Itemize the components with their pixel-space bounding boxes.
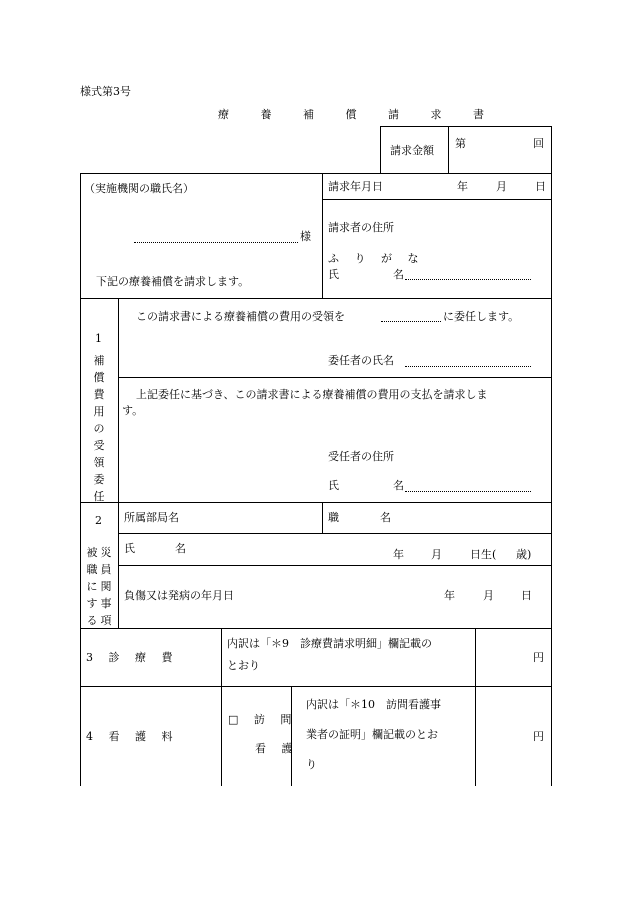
position-label2: 名: [380, 511, 391, 524]
section2-heading-col2: 災員関事項: [100, 546, 112, 627]
section4-detail-line1: 内訳は「＊10 訪問看護事: [306, 698, 441, 711]
injury-day: 日: [521, 589, 532, 602]
section3-detail-line2: とおり: [227, 659, 260, 672]
claimant-name-line: [405, 279, 531, 280]
amount-label: 請求金額: [390, 144, 434, 157]
birth-age: 歳): [516, 548, 532, 561]
rule: [322, 199, 551, 200]
birth-month: 月: [431, 548, 442, 561]
claim-date-year: 年: [457, 180, 468, 193]
claimant-name-label2: 名: [393, 268, 404, 281]
recipient-name-label: 氏: [328, 479, 339, 492]
section1-heading: 補償費用の受領委任: [93, 354, 105, 503]
request-text-line1: 上記委任に基づき、この請求書による療養補償の費用の支払を請求しま: [136, 388, 488, 401]
section2-heading-col1: 被職にする: [86, 546, 98, 627]
rule: [118, 377, 551, 378]
employee-name-label: 氏: [124, 542, 135, 555]
home-nursing-checkbox[interactable]: □ 訪 問: [228, 713, 298, 726]
request-text: 下記の療養補償を請求します。: [96, 275, 250, 288]
section2-number: 2: [95, 514, 102, 527]
claim-date-label: 請求年月日: [328, 180, 383, 193]
claim-date-day: 日: [535, 180, 546, 193]
nth-prefix: 第: [455, 137, 466, 150]
rule: [291, 686, 292, 786]
rule: [80, 686, 551, 687]
section4-detail-line2: 業者の証明」欄記載のとお: [306, 728, 438, 741]
rule: [80, 628, 551, 629]
addressee-name-line: [134, 242, 298, 243]
section3-unit: 円: [533, 651, 544, 664]
rule: [80, 173, 81, 786]
claimant-name-label: 氏: [328, 268, 339, 281]
birth-day: 日生(: [470, 548, 497, 561]
rule: [80, 173, 551, 174]
claimant-address-label: 請求者の住所: [328, 221, 394, 234]
nth-suffix: 回: [533, 137, 544, 150]
rule: [475, 628, 476, 786]
claim-date-month: 月: [496, 180, 507, 193]
request-text-line2: す。: [122, 404, 144, 417]
injury-year: 年: [444, 589, 455, 602]
rule: [118, 565, 551, 566]
birth-year: 年: [393, 548, 404, 561]
delegation-text-b: に委任します。: [443, 310, 520, 323]
section4-detail-line3: り: [306, 758, 317, 771]
form-title: 療 養 補 償 請 求 書: [218, 108, 498, 121]
recipient-name-line: [405, 491, 531, 492]
rule: [80, 298, 551, 299]
delegation-text-a: この請求書による療養補償の費用の受領を: [136, 310, 345, 323]
recipient-name-label2: 名: [393, 479, 404, 492]
furigana-label: ふ り が な: [328, 252, 425, 265]
injury-month: 月: [483, 589, 494, 602]
section4-label: 4 看 護 料: [86, 730, 179, 743]
delegator-name-label: 委任者の氏名: [328, 354, 394, 367]
rule: [322, 502, 323, 533]
rule: [322, 173, 323, 298]
injury-date-label: 負傷又は発病の年月日: [124, 589, 234, 602]
honorific: 様: [300, 230, 311, 243]
addressee-label: （実施機関の職氏名）: [84, 182, 194, 195]
rule: [221, 628, 222, 786]
employee-name-label2: 名: [175, 542, 186, 555]
rule: [448, 126, 449, 173]
rule: [118, 533, 551, 534]
dept-label: 所属部局名: [124, 511, 179, 524]
delegate-name-line: [381, 321, 441, 322]
home-nursing-label: 看 護: [255, 742, 299, 755]
position-label: 職: [328, 511, 339, 524]
recipient-address-label: 受任者の住所: [328, 450, 394, 463]
section3-label: 3 診 療 費: [86, 651, 179, 664]
rule: [380, 126, 551, 127]
rule: [118, 298, 119, 628]
section4-unit: 円: [533, 730, 544, 743]
rule: [551, 126, 552, 786]
delegator-name-line: [405, 366, 531, 367]
section3-detail-line1: 内訳は「＊9 診療費請求明細」欄記載の: [227, 637, 432, 650]
form-number: 様式第3号: [80, 85, 131, 98]
rule: [380, 126, 381, 173]
rule: [80, 502, 551, 503]
section1-number: 1: [95, 332, 102, 345]
